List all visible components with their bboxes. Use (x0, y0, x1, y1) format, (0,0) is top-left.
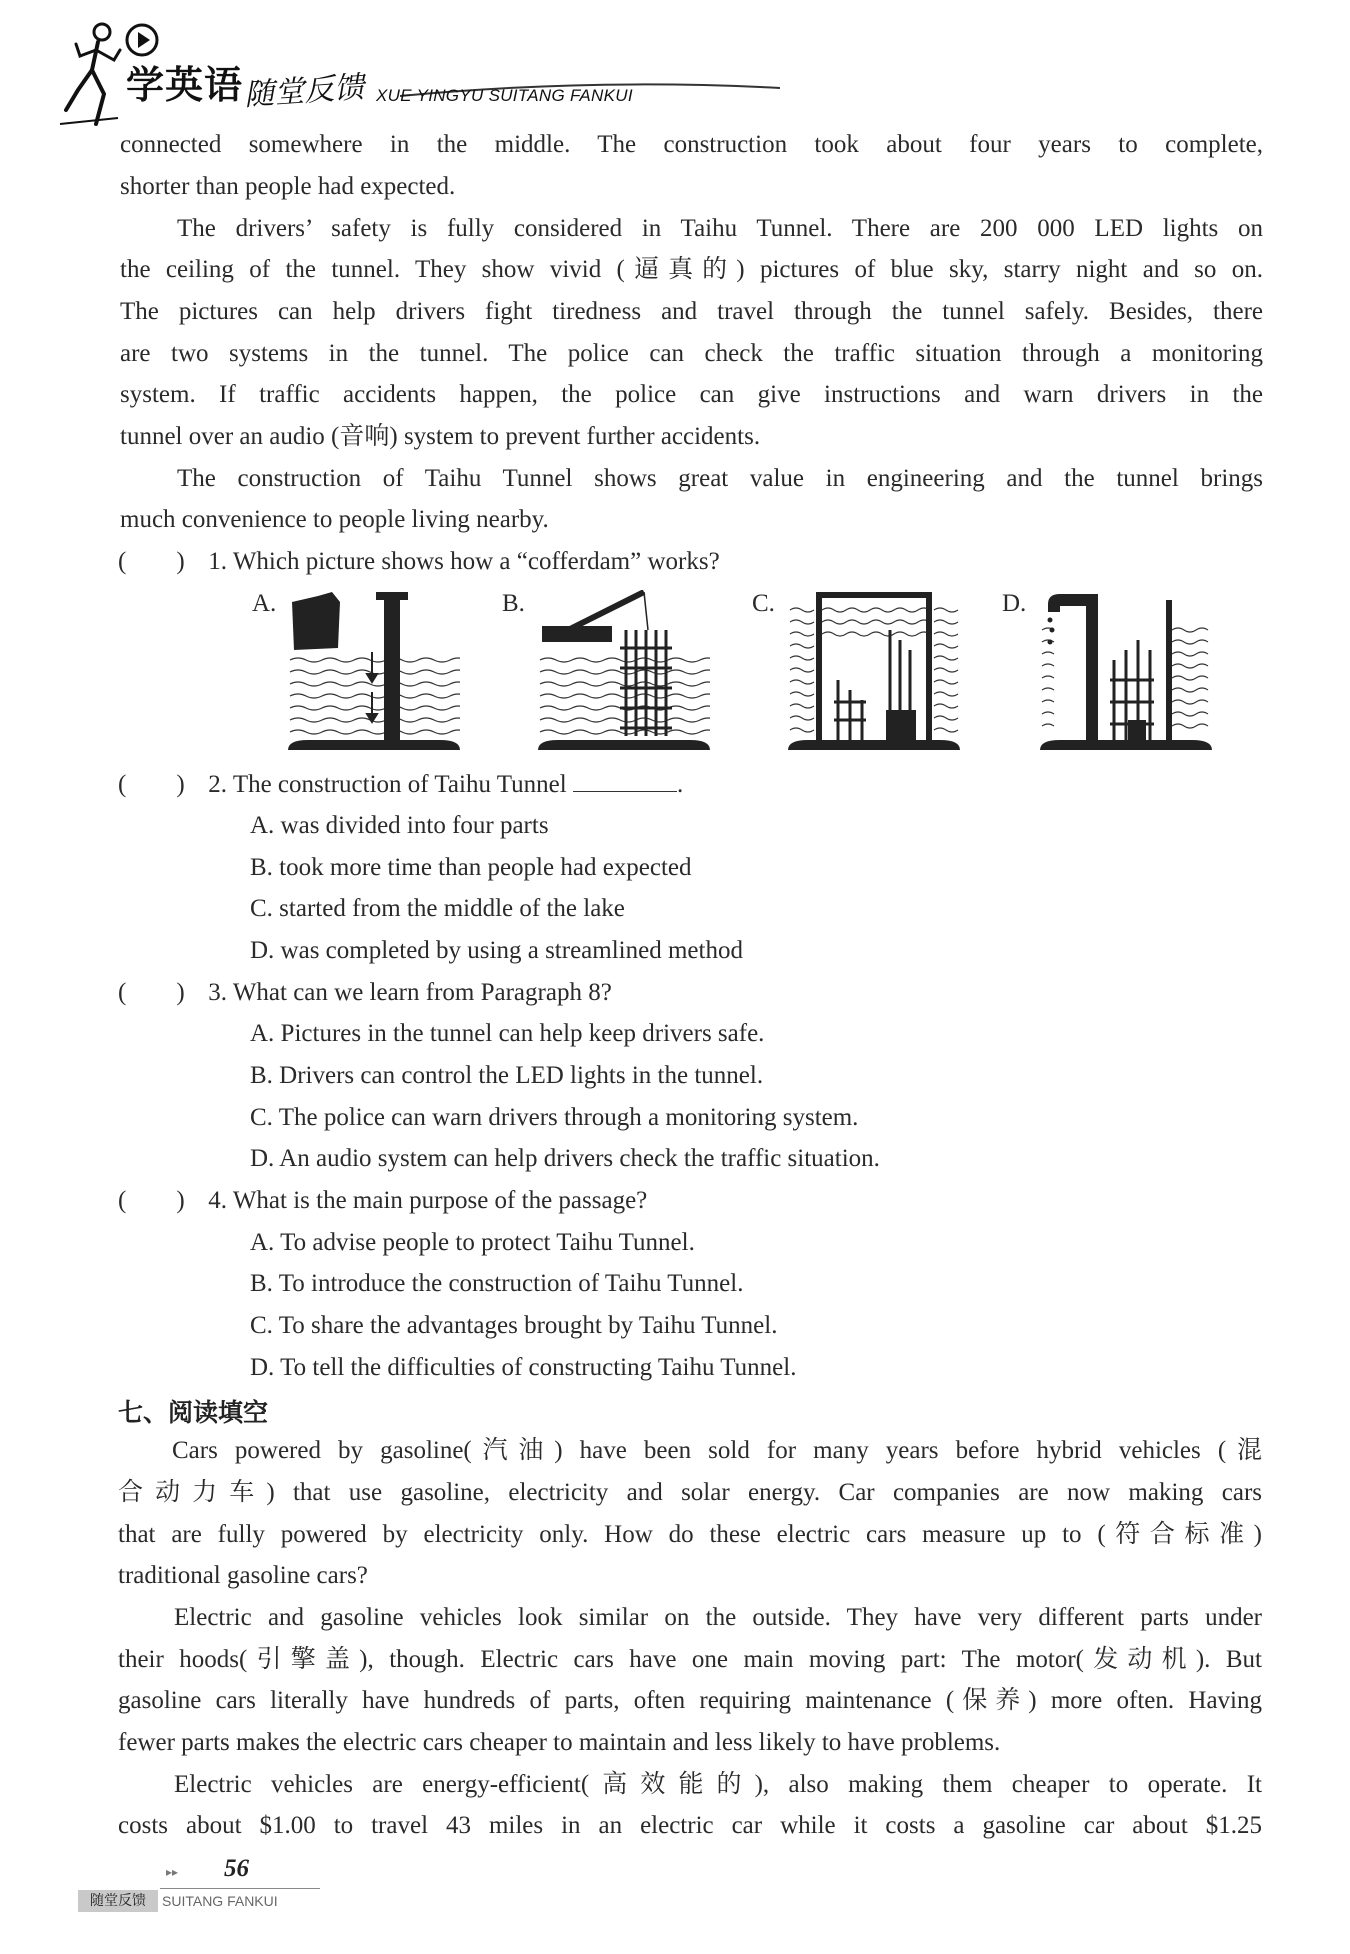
answer-blank[interactable] (573, 767, 677, 792)
option-c[interactable]: C. started from the middle of the lake (250, 895, 625, 922)
passage-line: are two systems in the tunnel. The police can check the traffic situation through a monitoring (120, 340, 1263, 367)
passage-line: system. If traffic accidents happen, the police can give instructions and warn drivers in the (120, 381, 1263, 408)
passage-line: the ceiling of the tunnel. They show vivid (逼真的) pictures of blue sky, starry night and so on. (120, 256, 1263, 283)
brand-title: 学英语 (126, 63, 244, 107)
passage-line: gasoline cars literally have hundreds of parts, often requiring maintenance (保养) more often. Having (118, 1687, 1262, 1714)
page-number: 56 (224, 1855, 249, 1882)
header-pinyin: XUE YINGYU SUITANG FANKUI (376, 86, 633, 105)
option-d[interactable]: D. To tell the difficulties of constructing Taihu Tunnel. (250, 1354, 797, 1381)
picture-label-c: C. (752, 590, 775, 617)
answer-bracket[interactable]: ( ) (118, 771, 185, 798)
option-a[interactable]: A. Pictures in the tunnel can help keep drivers safe. (250, 1020, 765, 1047)
passage-line: traditional gasoline cars? (118, 1562, 368, 1589)
question-2 (118, 767, 683, 802)
answer-bracket[interactable]: ( ) (118, 979, 185, 1006)
arrow-icon: ▸▸ (166, 1865, 179, 1879)
passage-line: The pictures can help drivers fight tiredness and travel through the tunnel safely. Besides, there (120, 298, 1263, 325)
option-d[interactable]: D. was completed by using a streamlined method (250, 937, 743, 964)
passage-line: shorter than people had expected. (120, 173, 456, 200)
passage-line: The drivers’ safety is fully considered in Taihu Tunnel. There are 200 000 LED lights on (177, 215, 1263, 242)
passage-line: that are fully powered by electricity only. How do these electric cars measure up to (符合标准) (118, 1521, 1262, 1548)
picture-label-d: D. (1002, 590, 1027, 617)
cofferdam-picture-c[interactable] (788, 590, 960, 754)
option-a[interactable]: A. To advise people to protect Taihu Tunnel. (250, 1229, 695, 1256)
cofferdam-picture-a[interactable] (288, 590, 460, 754)
question-number: 1. (208, 548, 227, 575)
footer-rule (160, 1888, 320, 1889)
page-footer (78, 1855, 318, 1915)
section-title: 七、阅读填空 (118, 1398, 269, 1427)
passage-line: tunnel over an audio (音响) system to prevent further accidents. (120, 423, 761, 450)
cofferdam-picture-b[interactable] (538, 590, 710, 754)
question-text: Which picture shows how a “cofferdam” works? (232, 548, 720, 575)
passage-line: Electric vehicles are energy-efficient(高效能的), also making them cheaper to operate. It (174, 1771, 1262, 1798)
cofferdam-picture-d[interactable] (1040, 590, 1212, 754)
passage-line: Electric and gasoline vehicles look similar on the outside. They have very different parts under (174, 1604, 1262, 1631)
question-text: The construction of Taihu Tunnel (232, 771, 567, 798)
footer-tag-en: SUITANG FANKUI (162, 1893, 278, 1909)
play-icon (124, 22, 160, 58)
passage-line: costs about $1.00 to travel 43 miles in an electric car while it costs a gasoline car about $1.25 (118, 1812, 1262, 1839)
question-3 (118, 976, 612, 1010)
option-a[interactable]: A. was divided into four parts (250, 812, 549, 839)
question-number: 2. (208, 771, 227, 798)
option-b[interactable]: B. took more time than people had expected (250, 854, 692, 881)
picture-label-b: B. (502, 590, 525, 617)
option-d[interactable]: D. An audio system can help drivers check the traffic situation. (250, 1145, 880, 1172)
passage-line: Cars powered by gasoline(汽油) have been sold for many years before hybrid vehicles (混 (172, 1437, 1262, 1464)
question-end-punct: . (676, 771, 684, 798)
question-4 (118, 1184, 647, 1218)
question-number: 3. (208, 979, 227, 1006)
option-b[interactable]: B. To introduce the construction of Taihu Tunnel. (250, 1270, 744, 1297)
question-1 (118, 545, 720, 579)
question-text: What can we learn from Paragraph 8? (232, 979, 612, 1006)
passage-line: The construction of Taihu Tunnel shows great value in engineering and the tunnel brings (177, 465, 1263, 492)
passage-line: their hoods(引擎盖), though. Electric cars have one main moving part: The motor(发动机). But (118, 1646, 1262, 1673)
footer-tag: 随堂反馈 (78, 1890, 158, 1912)
answer-bracket[interactable]: ( ) (118, 548, 185, 575)
passage-line: much convenience to people living nearby. (120, 506, 549, 533)
option-c[interactable]: C. The police can warn drivers through a monitoring system. (250, 1104, 859, 1131)
runner-logo-icon (58, 20, 128, 128)
answer-bracket[interactable]: ( ) (118, 1187, 185, 1214)
option-b[interactable]: B. Drivers can control the LED lights in the tunnel. (250, 1062, 764, 1089)
brand-subtitle: 随堂反馈 (243, 69, 366, 114)
passage-line: 合动力车) that use gasoline, electricity and solar energy. Car companies are now making cars (118, 1479, 1262, 1506)
question-text: What is the main purpose of the passage? (232, 1187, 648, 1214)
passage-line: connected somewhere in the middle. The construction took about four years to complete, (120, 131, 1263, 158)
page-header (40, 14, 1310, 124)
option-c[interactable]: C. To share the advantages brought by Taihu Tunnel. (250, 1312, 778, 1339)
question-number: 4. (208, 1187, 227, 1214)
picture-label-a: A. (252, 590, 277, 617)
passage-line: fewer parts makes the electric cars cheaper to maintain and less likely to have problems. (118, 1729, 1001, 1756)
